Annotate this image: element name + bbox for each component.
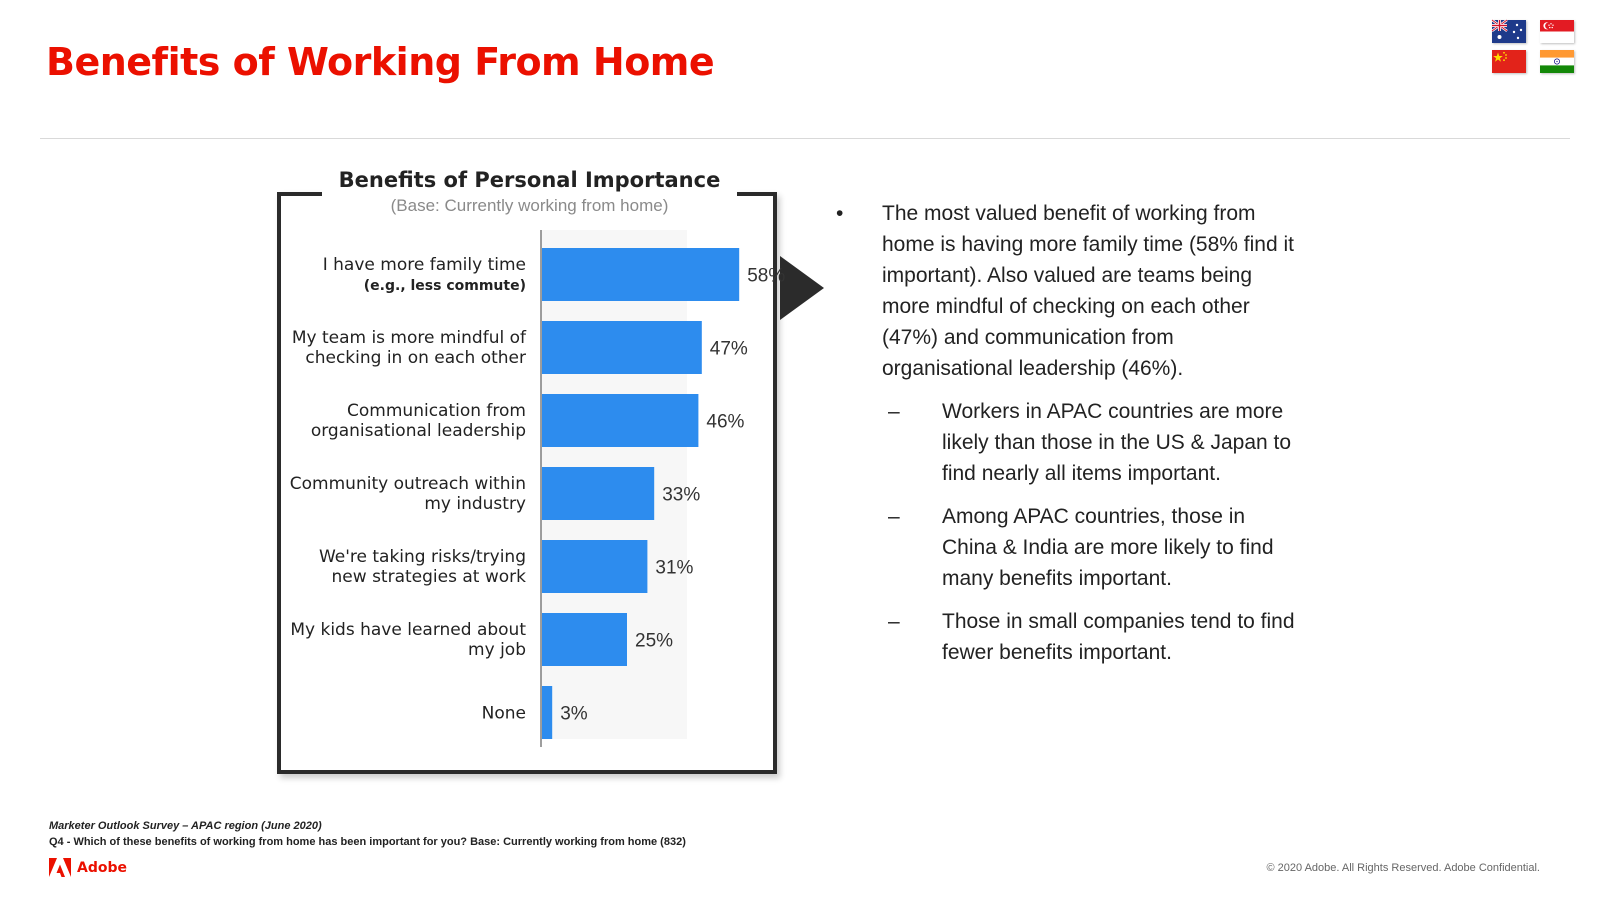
- china-flag-icon: [1492, 50, 1526, 73]
- bar: [542, 613, 627, 666]
- category-label: organisational leadership: [310, 421, 526, 441]
- bar: [542, 321, 702, 374]
- main-finding: [832, 198, 1302, 384]
- dash-mark: –: [888, 610, 900, 633]
- bar-value-label: 47%: [709, 338, 748, 360]
- adobe-logo-text: Adobe: [77, 859, 127, 876]
- bar-value-label: 46%: [706, 411, 745, 433]
- category-label: My kids have learned about: [290, 620, 526, 640]
- category-label: I have more family time: [322, 255, 526, 275]
- bar: [542, 467, 654, 520]
- findings-bullets: [832, 198, 1302, 680]
- singapore-flag-icon: [1540, 20, 1574, 43]
- bar: [542, 540, 647, 593]
- bar-value-label: 31%: [655, 557, 694, 579]
- survey-source: Marketer Outlook Survey – APAC region (June 2020): [49, 820, 322, 832]
- category-label: None: [481, 703, 526, 724]
- category-label: (e.g., less commute): [363, 278, 526, 294]
- chart-heading: [322, 162, 737, 228]
- bar-chart: [289, 230, 786, 750]
- bullet-mark: •: [836, 202, 844, 225]
- bar: [542, 686, 552, 739]
- sub-finding: [832, 396, 1302, 489]
- bar: [542, 394, 698, 447]
- copyright: © 2020 Adobe. All Rights Reserved. Adobe Confidential.: [1266, 862, 1540, 874]
- dash-mark: –: [888, 505, 900, 528]
- bar-value-label: 25%: [635, 630, 674, 652]
- bar: [542, 248, 739, 301]
- main-finding-text: The most valued benefit of working from home is having more family time (58% find it important). Also valued are teams being more mindful of checking on each other (47%) and communication from organisational leadership (46%).: [882, 202, 1294, 380]
- category-label: My team is more mindful of: [291, 328, 526, 348]
- bar-value-label: 58%: [747, 265, 786, 287]
- adobe-logo-icon: [49, 858, 71, 877]
- category-label: my industry: [424, 494, 526, 514]
- dash-mark: –: [888, 400, 900, 423]
- category-label: We're taking risks/trying: [318, 547, 526, 567]
- sub-finding: [832, 606, 1302, 668]
- country-flags: [1492, 20, 1578, 76]
- chart-title: Benefits of Personal Importance: [338, 168, 721, 192]
- sub-finding: [832, 501, 1302, 594]
- category-label: new strategies at work: [331, 567, 526, 587]
- bar-value-label: 3%: [560, 703, 588, 725]
- adobe-logo: [49, 858, 127, 877]
- sub-findings: [832, 396, 1302, 668]
- india-flag-icon: [1540, 50, 1574, 73]
- category-label: my job: [468, 640, 526, 660]
- category-label: Community outreach within: [289, 474, 526, 494]
- category-label: checking in on each other: [305, 348, 526, 368]
- title-divider: [40, 138, 1570, 139]
- australia-flag-icon: [1492, 20, 1526, 43]
- sub-finding-text: Workers in APAC countries are more likely than those in the US & Japan to find nearly all items important.: [942, 400, 1292, 485]
- survey-question: Q4 - Which of these benefits of working from home has been important for you? Base: Currently working from home (832): [49, 836, 686, 848]
- chart-subtitle: (Base: Currently working from home): [390, 196, 669, 215]
- category-label: Communication from: [347, 401, 526, 421]
- callout-arrow-icon: [780, 256, 824, 320]
- bar-value-label: 33%: [662, 484, 701, 506]
- sub-finding-text: Among APAC countries, those in China & India are more likely to find many benefits important.: [942, 505, 1274, 590]
- slide-title: Benefits of Working From Home: [46, 40, 715, 84]
- sub-finding-text: Those in small companies tend to find fewer benefits important.: [942, 610, 1295, 664]
